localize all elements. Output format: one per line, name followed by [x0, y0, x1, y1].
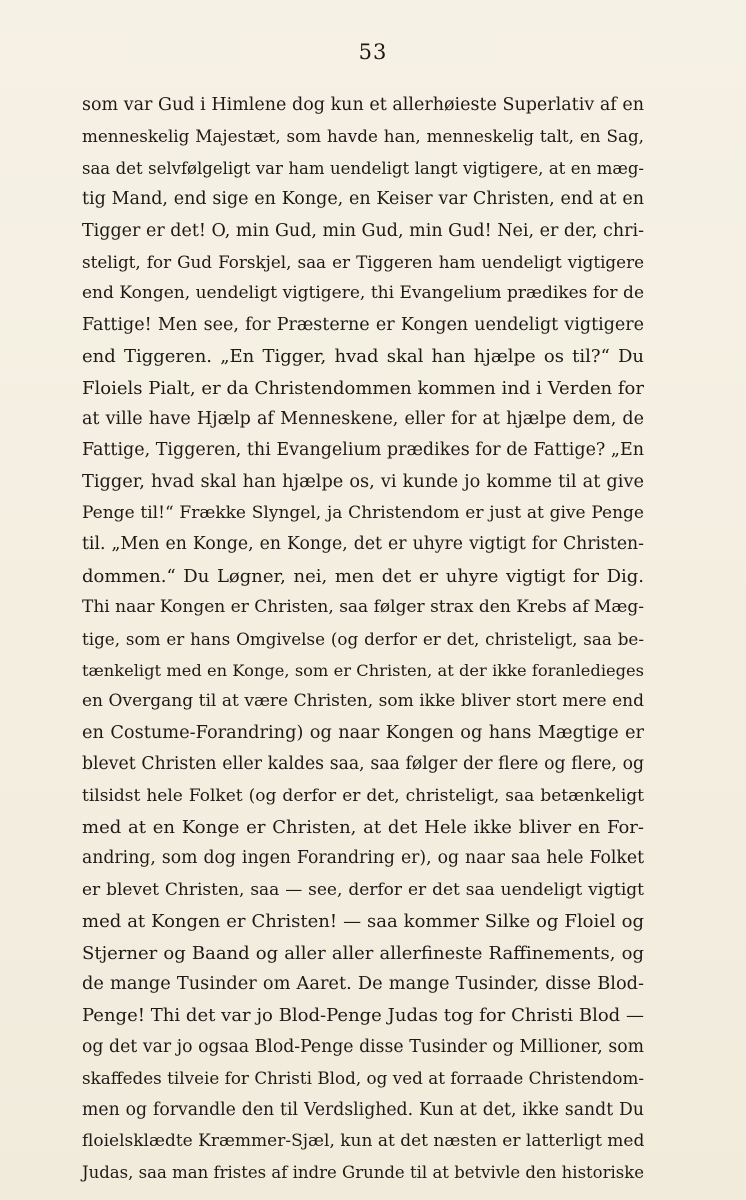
text-line: Fattige, Tiggeren, thi Evangelium prædikes for de Fattige? „En — [82, 440, 644, 461]
text-line: skaffedes tilveie for Christi Blod, og ved at forraade Christendom- — [82, 1068, 644, 1089]
text-line: med at en Konge er Christen, at det Hele ikke bliver en For- — [82, 816, 644, 838]
text-line: og det var jo ogsaa Blod-Penge disse Tusinder og Millioner, som — [82, 1036, 644, 1057]
text-line: som var Gud i Himlene dog kun et allerhøieste Superlativ af en — [82, 95, 644, 115]
text-line: tige, som er hans Omgivelse (og derfor er det, christeligt, saa be- — [82, 628, 644, 649]
text-line: en Overgang til at være Christen, som ikke bliver stort mere end — [82, 691, 644, 712]
text-line: Thi naar Kongen er Christen, saa følger strax den Krebs af Mæg- — [82, 597, 644, 618]
text-line: dommen.“ Du Løgner, nei, men det er uhyre vigtigt for Dig. — [82, 565, 644, 587]
text-line: Penge til!“ Frække Slyngel, ja Christendom er just at give Penge — [82, 503, 644, 524]
text-line: til. „Men en Konge, en Konge, det er uhyre vigtigt for Christen- — [82, 534, 644, 555]
text-line: end Kongen, uendeligt vigtigere, thi Evangelium prædikes for de — [82, 283, 644, 304]
text-line: Stjerner og Baand og aller aller allerfineste Raffinements, og — [82, 942, 644, 964]
text-line: Penge! Thi det var jo Blod-Penge Judas tog for Christi Blod — — [82, 1005, 644, 1027]
text-line: Tigger er det! O, min Gud, min Gud, min Gud! Nei, er der, chri- — [82, 220, 644, 241]
text-line: Floiels Pialt, er da Christendommen kommen ind i Verden for — [82, 377, 644, 399]
body-text — [82, 90, 644, 1189]
text-line: tænkeligt med en Konge, som er Christen, at der ikke foranledieges — [82, 661, 644, 681]
text-line: steligt, for Gud Forskjel, saa er Tiggeren ham uendeligt vigtigere — [82, 251, 644, 272]
text-line: Fattige! Men see, for Præsterne er Kongen uendeligt vigtigere — [82, 314, 644, 335]
text-line: saa det selvfølgeligt var ham uendeligt langt vigtigere, at en mæg- — [82, 158, 644, 178]
text-line: floielsklædte Kræmmer-Sjæl, kun at det næsten er latterligt med — [82, 1130, 645, 1151]
text-line: med at Kongen er Christen! — saa kommer Silke og Floiel og — [82, 911, 644, 933]
text-line: tilsidst hele Folket (og derfor er det, christeligt, saa betænkeligt — [82, 785, 644, 806]
text-line: en Costume-Forandring) og naar Kongen og hans Mægtige er — [82, 722, 644, 743]
text-line: menneskelig Majestæt, som havde han, menneskelig talt, en Sag, — [82, 126, 644, 147]
text-line: andring, som dog ingen Forandring er), og naar saa hele Folket — [82, 848, 644, 869]
text-line: Judas, saa man fristes af indre Grunde til at betvivle den historiske — [82, 1163, 644, 1183]
text-line: blevet Christen eller kaldes saa, saa følger der flere og flere, og — [82, 754, 644, 775]
text-line: men og forvandle den til Verdslighed. Kun at det, ikke sandt Du — [82, 1099, 644, 1120]
text-line: Tigger, hvad skal han hjælpe os, vi kunde jo komme til at give — [82, 471, 644, 492]
page-number: 53 — [358, 40, 388, 64]
text-line: at ville have Hjælp af Menneskene, eller for at hjælpe dem, de — [82, 408, 644, 429]
text-line: er blevet Christen, saa — see, derfor er det saa uendeligt vigtigt — [82, 879, 644, 900]
text-line: end Tiggeren. „En Tigger, hvad skal han hjælpe os til?“ Du — [82, 346, 644, 368]
text-line: de mange Tusinder om Aaret. De mange Tusinder, disse Blod- — [82, 973, 644, 994]
text-line: tig Mand, end sige en Konge, en Keiser var Christen, end at en — [82, 189, 644, 210]
